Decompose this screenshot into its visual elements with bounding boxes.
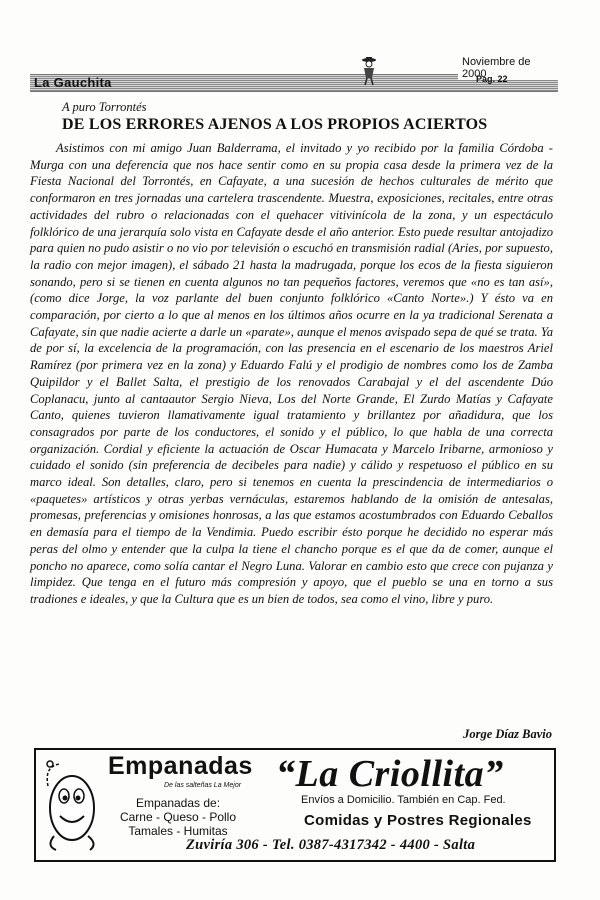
ad-menu-line: Carne - Queso - Pollo	[119, 810, 237, 824]
article-body: Asistimos con mi amigo Juan Balderrama, el invitado y yo recibido por la familia Córdoba - Murga con una deferencia que nos hace sentir como en su propia casa desde la primera vez de la Fiesta Nacional del Torrontés, en Cafayate, a una sucesión de hechos culturales de mérito que conformaron en tres jornadas una cartelera trascendente. Muestra, exposiciones, recitales, entre otras actividades del rubro o relacionadas con el quehacer vitivinícola de la zona, y un espectáculo folklórico de una jerarquía solo vista en Cafayate desde el año anterior. Esto puede resultar antojadizo para quien no pudo asistir o no vio por televisión o escuchó en transmisión radial (Aries, por supuesto, la radio con mejor imagen), el sábado 21 hasta la madrugada, porque los ecos de la fiesta siguieron sonando, pero si se tienen en cuenta algunos no tan pequeños factores, veremos que «no es tan así», (como dice Jorge, la voz parlante del buen conjunto folklórico «Canto Norte».) Y ésto va en comparación, por cierto a lo que al menos en los últimos años ocurre en la ya tradicional Serenata a Cafayate, sin que nadie acierte a darle un «parate», aunque el menos avispado sepa de qué se trata. Ya de por sí, la excelencia de la programación, con las presencia en el escenario de los maestros Ariel Ramírez (por primera vez en la zona) y Eduardo Falú y el prodigio de nombres como los de Zamba Quipildor y el Ballet Salta, el prestigio de los renovados Carabajal y el del ascendente Dúo Coplanacu, junto al cantaautor Sergio Nieva, Los del Norte Grande, El Zurdo Matías y Cafayate Canto, quienes tuvieron llamativamente igual tratamiento y brillantez por añadidura, que los consagrados por parte de los conductores, el sonido y el público, lo que habla de una correcta organización. Cordial y eficiente la actuación de Oscar Humacata y Marcelo Iribarne, armonioso y cuidado el sonido (sin preferencia de decibeles para nadie) y cálido y respetuoso el público en su marco ideal. Son detalles, claro, pero si tenemos en cuenta la prescindencia de intermediarios o «paquetes» artísticos y otras yerbas vernáculas, estaremos hablando de la omisión de antesalas, promesas, preferencias y omisiones honrosas, a las que estamos acostumbrados con Eduardo Ceballos en demasía para el tiempo de la Vendimia. Puedo escribir ésto porque he decidido no esperar más peras del olmo y entender que la culpa la tiene el chancho porque es el que da de comer, aunque el poncho no aparece, como solía cantar el Negro Luna. Valorar en cambio esto que crece con pujanza y limpidez. Que tenga en el futuro más compresión y apoyo, que el pueblo se una en torno a sus tradiones e ideales, y que la Cultura que es un bien de todos, sea como el vino, libre y puro.	[30, 141, 553, 606]
ad-menu-line: Tamales - Humitas	[128, 824, 228, 838]
ad-address: Zuviría 306 - Tel. 0387-4317342 - 4400 - Salta	[186, 837, 476, 853]
article-author: Jorge Díaz Bavio	[463, 727, 552, 741]
page-header	[30, 54, 558, 94]
empanada-mascot-icon	[40, 756, 102, 854]
article-kicker: A puro Torrontés	[62, 100, 147, 114]
ad-specialties: Comidas y Postres Regionales	[304, 812, 532, 829]
ad-menu	[108, 796, 248, 838]
article-title: DE LOS ERRORES AJENOS A LOS PROPIOS ACIERTOS	[62, 116, 488, 133]
ad-menu-line: Empanadas de:	[135, 796, 221, 810]
ad-brand: “La Criollita”	[276, 753, 504, 795]
ad-delivery: Envíos a Domicilio. También en Cap. Fed.	[301, 794, 506, 806]
page-number: Pag. 22	[476, 74, 508, 84]
ad-product-tagline: De las salteñas La Mejor	[164, 782, 242, 789]
gaucho-mascot-icon	[360, 56, 378, 86]
publication-name: La Gauchita	[34, 75, 112, 90]
ad-product: Empanadas	[108, 752, 253, 780]
advertisement	[34, 748, 556, 862]
issue-date: Noviembre de 2000	[458, 56, 558, 80]
